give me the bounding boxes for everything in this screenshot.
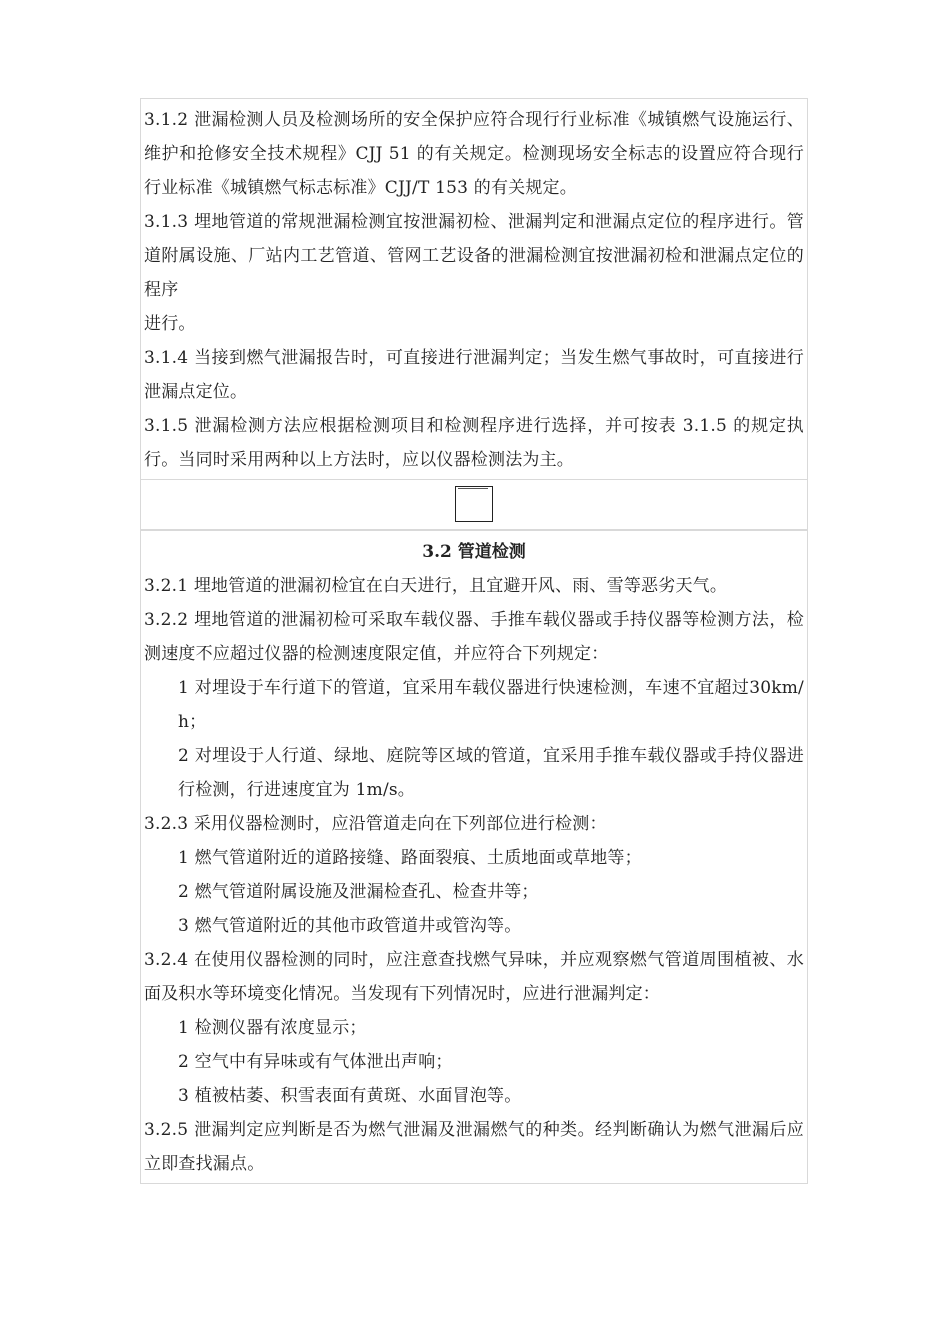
clause-3-2-1: 3.2.1 埋地管道的泄漏初检宜在白天进行，且宜避开风、雨、雪等恶劣天气。 bbox=[144, 576, 728, 596]
section-title: 3.2 管道检测 bbox=[422, 542, 526, 562]
clause-3-1-3: 3.1.3 埋地管道的常规泄漏检测宜按泄漏初检、泄漏判定和泄漏点定位的程序进行。管道附属设施、厂站内工艺管道、管网工艺设备的泄漏检测宜按泄漏初检和泄漏点定位的程序 bbox=[144, 212, 804, 300]
clause-3-2-5: 3.2.5 泄漏判定应判断是否为燃气泄漏及泄漏燃气的种类。经判断确认为燃气泄漏后应立即查找漏点。 bbox=[144, 1120, 804, 1174]
clause-3-2-3-item-1: 1 燃气管道附近的道路接缝、路面裂痕、土质地面或草地等； bbox=[178, 848, 642, 868]
table-image-row bbox=[140, 480, 808, 530]
clause-3-2-4: 3.2.4 在使用仪器检测的同时，应注意查找燃气异味，并应观察燃气管道周围植被、水面及积水等环境变化情况。当发现有下列情况时，应进行泄漏判定： bbox=[144, 950, 804, 1004]
clause-3-2-4-item-2: 2 空气中有异味或有气体泄出声响； bbox=[178, 1052, 453, 1072]
clause-3-2-2: 3.2.2 埋地管道的泄漏初检可采取车载仪器、手推车载仪器或手持仪器等检测方法，检测速度不应超过仪器的检测速度限定值，并应符合下列规定： bbox=[144, 610, 804, 664]
clause-3-1-5: 3.1.5 泄漏检测方法应根据检测项目和检测程序进行选择，并可按表 3.1.5 的规定执行。当同时采用两种以上方法时，应以仪器检测法为主。 bbox=[144, 416, 804, 470]
clause-3-1-3-continued: 进行。 bbox=[144, 314, 196, 334]
clause-3-1-2: 3.1.2 泄漏检测人员及检测场所的安全保护应符合现行行业标准《城镇燃气设施运行、维护和抢修安全技术规程》CJJ 51 的有关规定。检测现场安全标志的设置应符合现行行业标准《城镇燃气标志标准》CJJ/T 153 的有关规定。 bbox=[144, 110, 804, 198]
broken-image-icon bbox=[455, 486, 493, 522]
section-3-2-block bbox=[140, 530, 808, 1184]
clause-3-2-2-item-1: 1 对埋设于车行道下的管道，宜采用车载仪器进行快速检测，车速不宜超过30km/h； bbox=[178, 678, 804, 732]
clause-3-2-3-item-2: 2 燃气管道附属设施及泄漏检查孔、检查井等； bbox=[178, 882, 539, 902]
clause-3-2-3-item-3: 3 燃气管道附近的其他市政管道井或管沟等。 bbox=[178, 916, 522, 936]
clause-3-2-3: 3.2.3 采用仪器检测时，应沿管道走向在下列部位进行检测： bbox=[144, 814, 607, 834]
clause-3-2-4-item-1: 1 检测仪器有浓度显示； bbox=[178, 1018, 367, 1038]
document-page bbox=[140, 98, 808, 1184]
clause-3-1-4: 3.1.4 当接到燃气泄漏报告时，可直接进行泄漏判定；当发生燃气事故时，可直接进行泄漏点定位。 bbox=[144, 348, 804, 402]
clause-3-2-4-item-3: 3 植被枯萎、积雪表面有黄斑、水面冒泡等。 bbox=[178, 1086, 522, 1106]
section-3-1-block bbox=[140, 98, 808, 480]
clause-3-2-2-item-2: 2 对埋设于人行道、绿地、庭院等区域的管道，宜采用手推车载仪器或手持仪器进行检测，行进速度宜为 1m/s。 bbox=[178, 746, 804, 800]
